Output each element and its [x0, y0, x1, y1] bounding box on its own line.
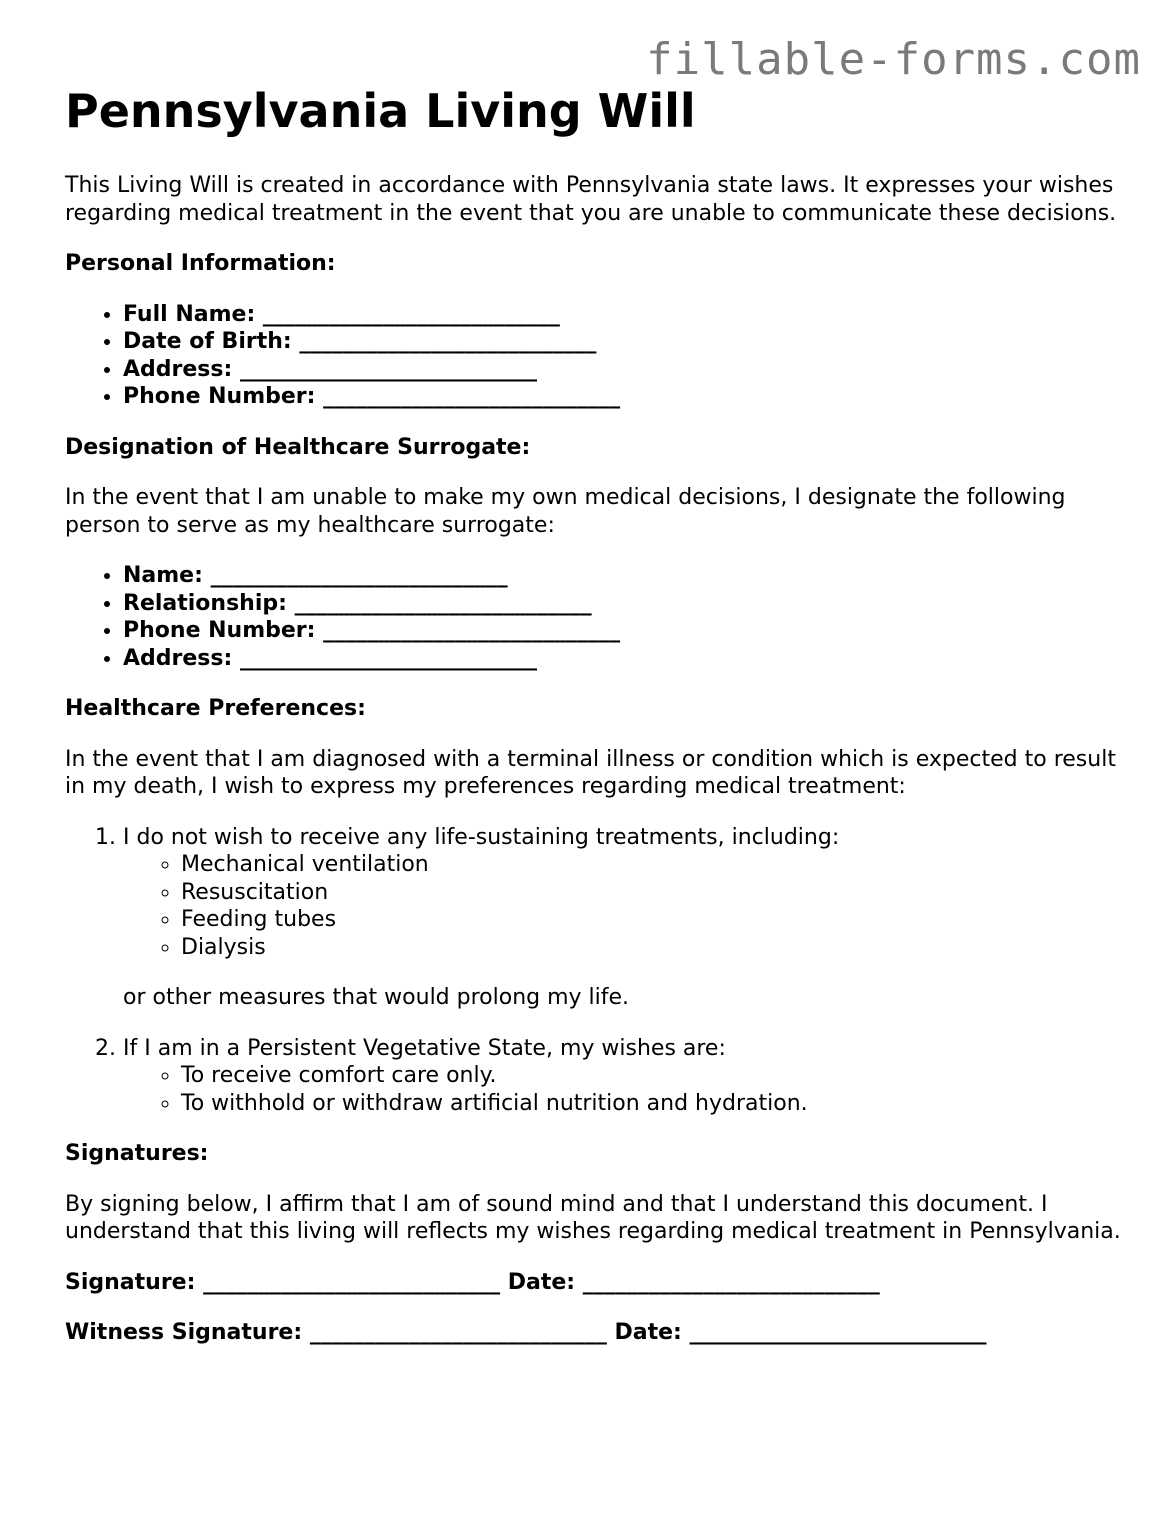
preferences-list: [65, 824, 1125, 1118]
field-label: Name:: [123, 563, 203, 589]
date-of-birth-field[interactable]: [123, 328, 1125, 356]
preference-item-2: [123, 1035, 1125, 1118]
wish-item: ◦ To withhold or withdraw artificial nutrition and hydration.: [181, 1090, 1125, 1118]
personal-info-heading: Personal Information:: [65, 251, 336, 277]
field-label: Relationship:: [123, 590, 287, 616]
witness-date-label: Date:: [614, 1320, 682, 1346]
fill-in-blank[interactable]: ___________________________: [294, 590, 592, 616]
treatment-sublist: [123, 851, 1125, 961]
surrogate-address-field[interactable]: [123, 645, 1125, 673]
watermark: fillable-forms.com: [646, 34, 1141, 85]
preferences-heading: Healthcare Preferences:: [65, 696, 366, 722]
witness-signature-line: [65, 1319, 1125, 1347]
fill-in-blank[interactable]: ___________________________: [299, 329, 597, 355]
address-field[interactable]: [123, 356, 1125, 384]
fill-in-blank[interactable]: ___________________________: [323, 384, 621, 410]
document-page: [65, 84, 1125, 1370]
treatment-item: ◦ Resuscitation: [181, 879, 1125, 907]
personal-info-list: [65, 301, 1125, 411]
surrogate-heading: Designation of Healthcare Surrogate:: [65, 434, 531, 460]
document-title: Pennsylvania Living Will: [65, 84, 696, 138]
witness-signature-label: Witness Signature:: [65, 1320, 303, 1346]
witness-signature-blank[interactable]: ___________________________: [309, 1320, 607, 1346]
preference-item-1: [123, 824, 1125, 1012]
wishes-sublist: [123, 1062, 1125, 1117]
preferences-paragraph: In the event that I am diagnosed with a terminal illness or condition which is expected to result in my death, I wish to express my preferences regarding medical treatment:: [65, 746, 1116, 800]
surrogate-name-field[interactable]: [123, 562, 1125, 590]
signature-line: [65, 1269, 1125, 1297]
surrogate-relationship-field[interactable]: [123, 590, 1125, 618]
fill-in-blank[interactable]: ___________________________: [239, 645, 537, 671]
field-label: Phone Number:: [123, 384, 316, 410]
phone-number-field[interactable]: [123, 383, 1125, 411]
treatment-item: ◦ Dialysis: [181, 934, 1125, 962]
intro-paragraph: This Living Will is created in accordance with Pennsylvania state laws. It expresses your wishes regarding medical treatment in the event that you are unable to communicate these decisions.: [65, 173, 1117, 226]
fill-in-blank[interactable]: ___________________________: [239, 356, 537, 382]
full-name-field[interactable]: [123, 301, 1125, 329]
treatment-item: ◦ Mechanical ventilation: [181, 851, 1125, 879]
date-blank[interactable]: ___________________________: [582, 1269, 880, 1295]
signature-label: Signature:: [65, 1269, 196, 1295]
signatures-heading: Signatures:: [65, 1141, 209, 1167]
field-label: Phone Number:: [123, 618, 316, 644]
surrogate-paragraph: In the event that I am unable to make my own medical decisions, I designate the following person to serve as my healthcare surrogate:: [65, 485, 1066, 538]
surrogate-list: [65, 562, 1125, 672]
field-label: Full Name:: [123, 301, 256, 327]
fill-in-blank[interactable]: ___________________________: [210, 563, 508, 589]
date-label: Date:: [507, 1269, 576, 1295]
preference-followup-text: or other measures that would prolong my life.: [123, 985, 630, 1011]
signatures-paragraph: By signing below, I affirm that I am of sound mind and that I understand this document. I understand that this living will reflects my wishes regarding medical treatment in Pennsylvania.: [65, 1191, 1121, 1245]
treatment-item: ◦ Feeding tubes: [181, 906, 1125, 934]
surrogate-phone-field[interactable]: [123, 617, 1125, 645]
witness-date-blank[interactable]: ___________________________: [689, 1320, 987, 1346]
field-label: Address:: [123, 645, 233, 671]
field-label: Address:: [123, 356, 233, 382]
preference-item-text: I do not wish to receive any life-sustaining treatments, including:: [123, 824, 840, 850]
preference-item-text: If I am in a Persistent Vegetative State, my wishes are:: [123, 1035, 726, 1061]
wish-item: ◦ To receive comfort care only.: [181, 1062, 1125, 1090]
signature-blank[interactable]: ___________________________: [203, 1269, 501, 1295]
fill-in-blank[interactable]: ___________________________: [323, 618, 621, 644]
fill-in-blank[interactable]: ___________________________: [262, 301, 560, 327]
field-label: Date of Birth:: [123, 329, 292, 355]
